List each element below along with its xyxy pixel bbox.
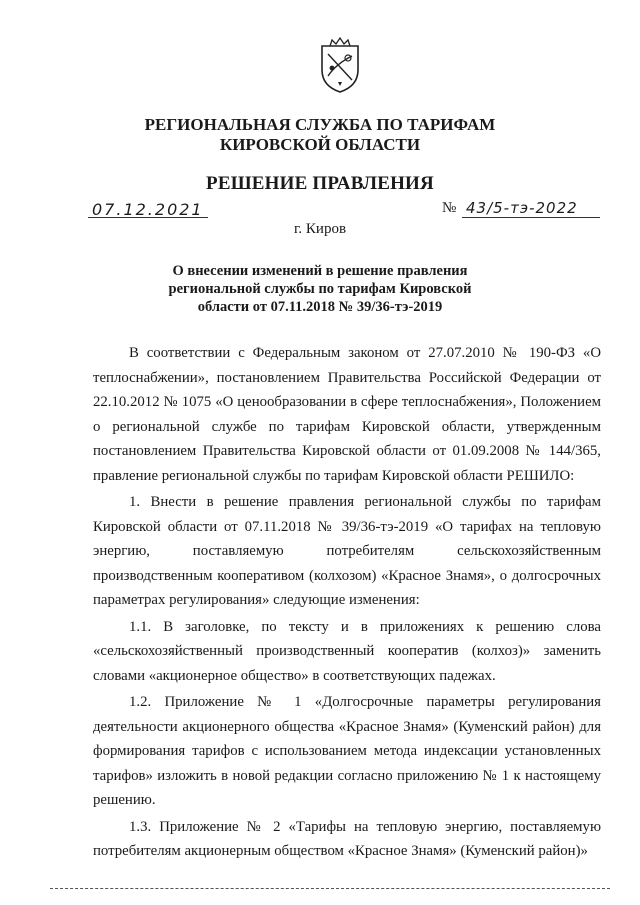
subject-line2: региональной службы по тарифам Кировской bbox=[168, 281, 472, 297]
decision-subject bbox=[160, 262, 480, 316]
document-body bbox=[93, 341, 601, 864]
handwritten-number: 43/5-тэ-2022 bbox=[466, 199, 578, 217]
organization-name-line1: РЕГИОНАЛЬНАЯ СЛУЖБА ПО ТАРИФАМ bbox=[144, 115, 496, 134]
subject-line1: О внесении изменений в решение правления bbox=[172, 263, 468, 279]
body-paragraph-item-1-3: 1.3. Приложение № 2 «Тарифы на тепловую энергию, поставляемую потребителям акционерным обществом «Красное Знамя» (Куменский район)» bbox=[93, 818, 601, 859]
body-paragraph-item-1: 1. Внести в решение правления региональной службы по тарифам Кировской области от 07.11.2018 № 39/36-тэ-2019 «О тарифах на тепловую энергию, поставляемую потребителям сельскохозяйственным производственным кооперативом (колхозом) «Красное Знамя», о долгосрочных параметрах регулирования» следующие изменения: bbox=[93, 494, 601, 608]
organization-name-line2: КИРОВСКОЙ ОБЛАСТИ bbox=[219, 135, 421, 154]
handwritten-date: 07.12.2021 bbox=[92, 200, 204, 219]
body-paragraph-item-1-2: 1.2. Приложение № 1 «Долгосрочные параметры регулирования деятельности акционерного общества «Красное Знамя» (Куменский район) для формирования тарифов с использованием метода индексации установленных тарифов» изложить в новой редакции согласно приложению № 1 к настоящему решению. bbox=[93, 694, 601, 808]
date-underline bbox=[88, 217, 208, 218]
page-bottom-rule bbox=[50, 888, 610, 889]
subject-line3: области от 07.11.2018 № 39/36-тэ-2019 bbox=[197, 299, 443, 315]
document-type-title: РЕШЕНИЕ ПРАВЛЕНИЯ bbox=[206, 173, 434, 194]
body-paragraph-item-1-1: 1.1. В заголовке, по тексту и в приложениях к решению слова «сельскохозяйственный производственный кооператив (колхоз)» заменить словами «акционерное общество» в соответствующих падежах. bbox=[93, 618, 601, 684]
body-paragraph-preamble: В соответствии с Федеральным законом от 27.07.2010 № 190-ФЗ «О теплоснабжении», постановлением Правительства Российской Федерации от 22.10.2012 № 1075 «О ценообразовании в сфере теплоснабжения», Положением о региональной службе по тарифам Кировской области, утвержденным постановлением Правительства Кировской области от 01.09.2008 № 144/365, правление региональной службы по тарифам Кировской области РЕШИЛО: bbox=[93, 345, 601, 484]
number-sign: № bbox=[442, 200, 457, 216]
number-underline bbox=[462, 217, 600, 218]
coat-of-arms-emblem bbox=[316, 36, 364, 94]
city-label: г. Киров bbox=[293, 221, 347, 237]
